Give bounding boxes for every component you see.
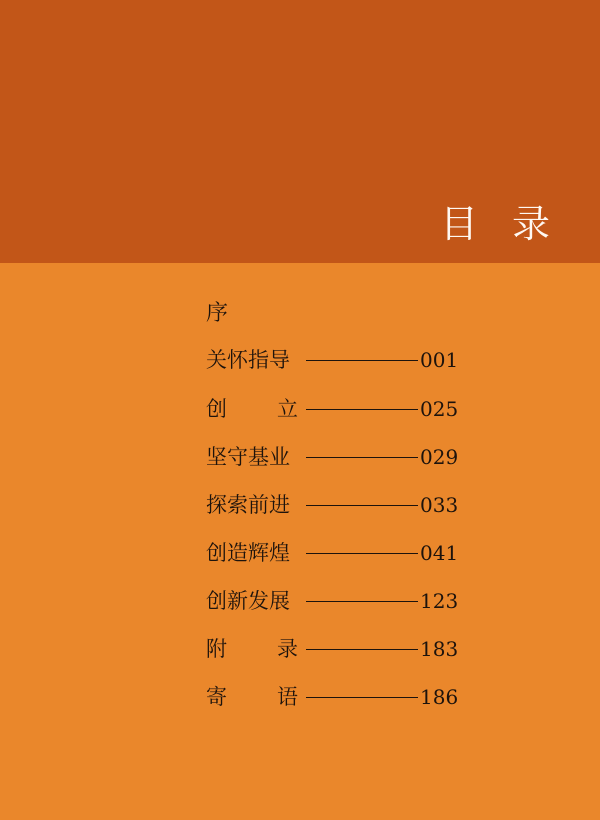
toc-entry-appendix[interactable]	[206, 635, 459, 663]
toc-entry-label-char-1: 附	[206, 637, 227, 661]
toc-leader-line	[306, 697, 418, 698]
toc-entry-label: 创新发展	[206, 589, 290, 613]
toc-page-number: 033	[420, 493, 459, 517]
toc-entry-label-char-1: 寄	[206, 685, 227, 709]
toc-entry-label: 创造辉煌	[206, 541, 290, 565]
title-char-2: 录	[512, 202, 551, 246]
title-char-1: 目	[440, 202, 479, 246]
toc-entry-exploration[interactable]	[206, 491, 459, 519]
toc-leader-line	[306, 505, 418, 506]
page-title	[440, 196, 550, 252]
toc-page-number: 186	[420, 685, 459, 709]
toc-page-number: 029	[420, 445, 459, 469]
toc-entry-brilliance[interactable]	[206, 539, 459, 567]
toc-page-number: 025	[420, 397, 459, 421]
toc-page-number: 041	[420, 541, 459, 565]
toc-leader-line	[306, 457, 418, 458]
toc-leader-line	[306, 360, 418, 361]
toc-leader-line	[306, 649, 418, 650]
toc-entry-label-char-1: 创	[206, 397, 227, 421]
toc-entry-label: 关怀指导	[206, 348, 290, 372]
toc-entry-founding[interactable]	[206, 395, 459, 423]
toc-leader-line	[306, 553, 418, 554]
toc-entry-label-char-2: 立	[277, 397, 298, 421]
toc-leader-line	[306, 601, 418, 602]
toc-entry-foundation[interactable]	[206, 443, 459, 471]
toc-page-number: 183	[420, 637, 459, 661]
toc-entry-label-char-2: 录	[277, 637, 298, 661]
toc-entry-label-char-2: 语	[277, 685, 298, 709]
toc-leader-line	[306, 409, 418, 410]
toc-entry-label: 坚守基业	[206, 445, 290, 469]
toc-page-number: 001	[420, 348, 459, 372]
toc-entry-label: 探索前进	[206, 493, 290, 517]
toc-entry-guidance[interactable]	[206, 346, 459, 374]
toc-page-number: 123	[420, 589, 459, 613]
toc-entry-message[interactable]	[206, 683, 459, 711]
toc-entry-innovation[interactable]	[206, 587, 459, 615]
preface-label: 序	[206, 301, 229, 326]
